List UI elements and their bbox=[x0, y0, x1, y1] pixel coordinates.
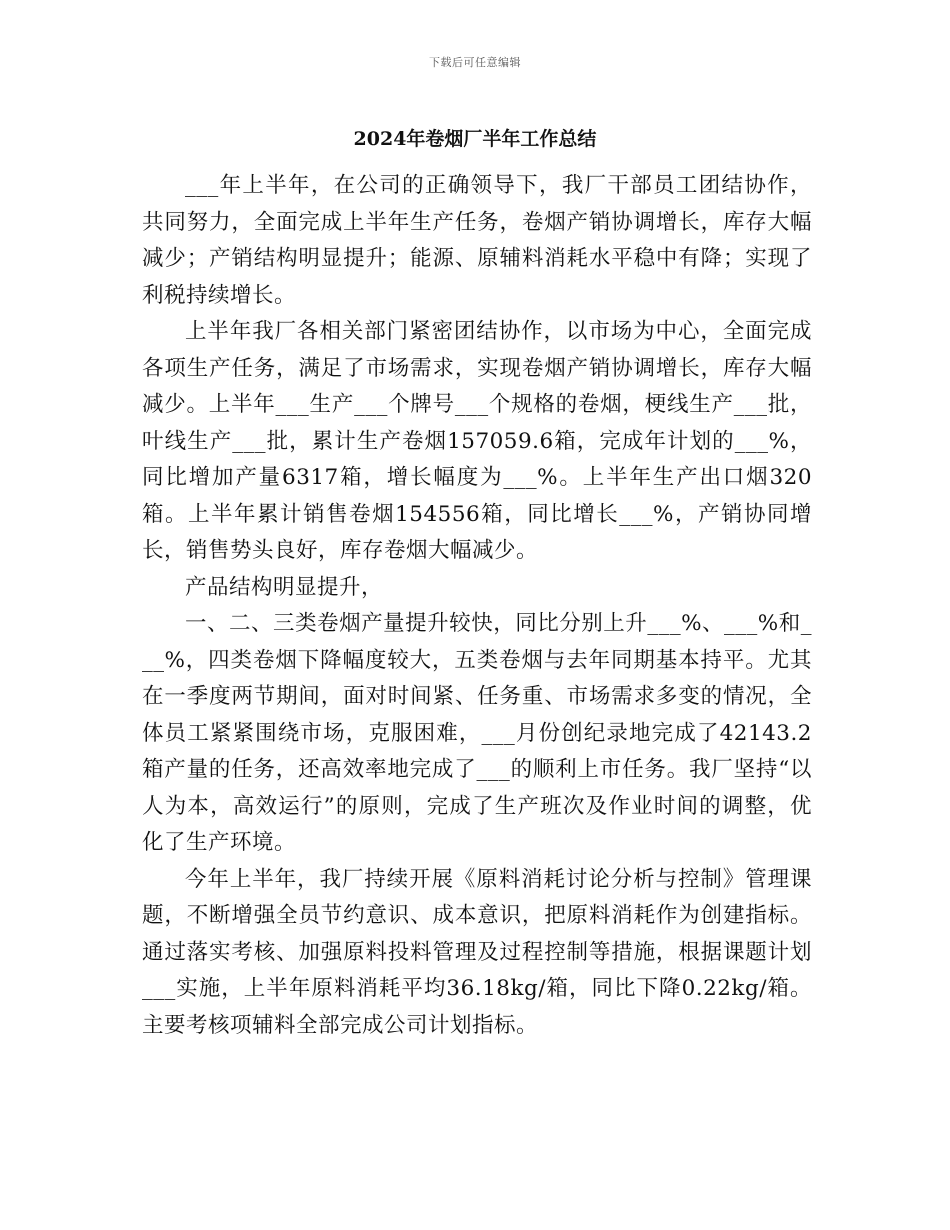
paragraph-intro: ___年上半年，在公司的正确领导下，我厂干部员工团结协作，共同努力，全面完成上半年生产任务，卷烟产销协调增长，库存大幅减少；产销结构明显提升；能源、原辅料消耗水平稳中有降；实现了利税持续增长。 bbox=[142, 173, 812, 308]
paragraph-production: 上半年我厂各相关部门紧密团结协作，以市场为中心，全面完成各项生产任务，满足了市场需求，实现卷烟产销协调增长，库存大幅减少。上半年___生产___个牌号___个规格的卷烟，梗线生产___批，叶线生产___批，累计生产卷烟157059.6箱，完成年计划的___%，同比增加产量6317箱，增长幅度为___%。上半年生产出口烟320箱。上半年累计销售卷烟154556箱，同比增长___%，产销协同增长，销售势头良好，库存卷烟大幅减少。 bbox=[142, 319, 812, 563]
paragraph-structure-heading: 产品结构明显提升， bbox=[185, 574, 384, 600]
paragraph-consumption: 今年上半年，我厂持续开展《原料消耗讨论分析与控制》管理课题，不断增强全员节约意识、成本意识，把原料消耗作为创建指标。通过落实考核、加强原料投料管理及过程控制等措施，根据课题计划___实施，上半年原料消耗平均36.18kg/箱，同比下降0.22kg/箱。主要考核项辅料全部完成公司计划指标。 bbox=[142, 866, 812, 1038]
page-title: 2024年卷烟厂半年工作总结 bbox=[353, 128, 597, 150]
paragraph-product-classes: 一、二、三类卷烟产量提升较快，同比分别上升___%、___%和___%，四类卷烟下降幅度较大，五类卷烟与去年同期基本持平。尤其在一季度两节期间，面对时间紧、任务重、市场需求多变的情况，全体员工紧紧围绕市场，克服困难，___月份创纪录地完成了42143.2箱产量的任务，还高效率地完成了___的顺利上市任务。我厂坚持“以人为本，高效运行”的原则，完成了生产班次及作业时间的调整，优化了生产环境。 bbox=[142, 611, 812, 855]
header-note: 下载后可任意编辑 bbox=[429, 56, 521, 69]
document-body bbox=[142, 168, 812, 1044]
